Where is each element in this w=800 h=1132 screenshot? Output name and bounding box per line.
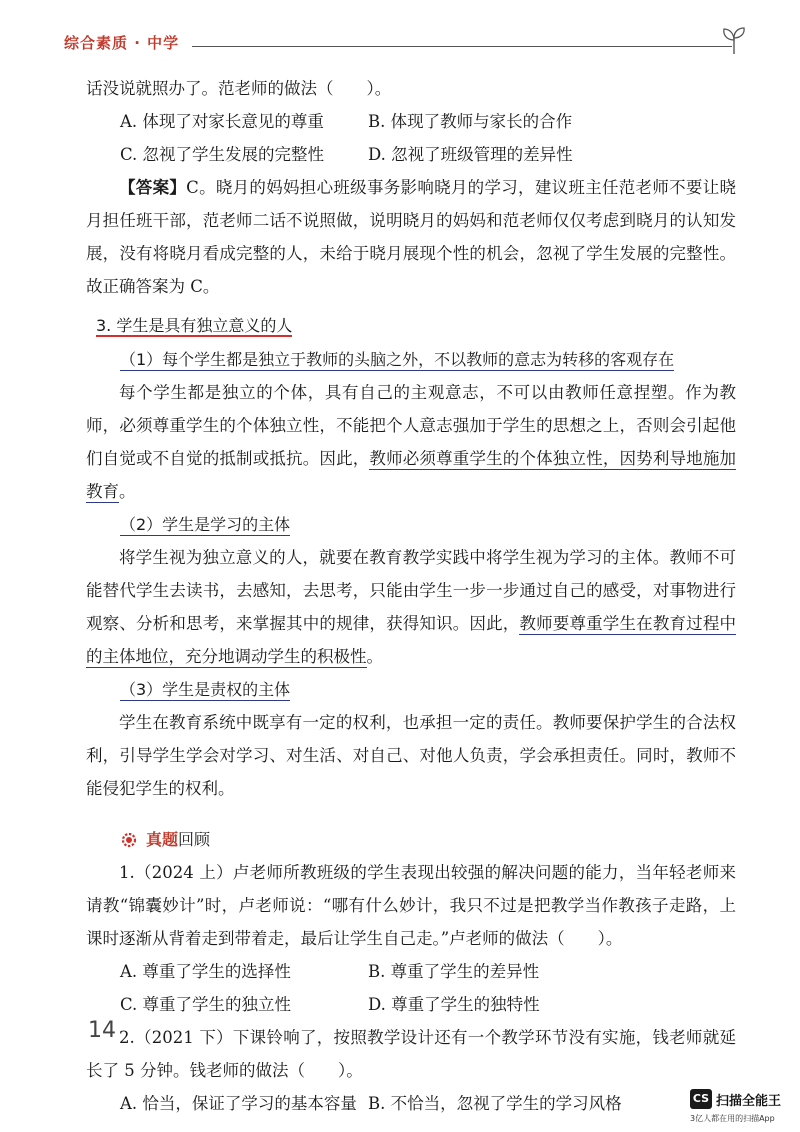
subsection-1-title-text: （1）每个学生都是独立于教师的头脑之外，不以教师的意志为转移的客观存在 (120, 350, 675, 369)
subsection-3-paragraph: 学生在教育系统中既享有一定的权利，也承担一定的责任。教师要保护学生的合法权利，引导学生学会对学习、对生活、对自己、对他人负责，学会承担责任。同时，教师不能侵犯学生的权利。 (86, 713, 736, 798)
option-row (86, 955, 736, 988)
option-b: B. 尊重了学生的差异性 (368, 962, 540, 981)
option-a: A. 恰当，保证了学习的基本容量 (120, 1094, 357, 1113)
section-title (96, 309, 736, 343)
gear-icon (120, 831, 138, 849)
subsection-3-title (86, 673, 736, 706)
answer-label: 【答案】 (119, 178, 187, 197)
answer-paragraph (86, 171, 736, 303)
camscanner-logo-icon: CS (690, 1089, 712, 1109)
option-c: C. 忽视了学生发展的完整性 (120, 145, 325, 164)
review-title-rest: 回顾 (178, 830, 211, 849)
review-title-highlight: 真题 (146, 830, 179, 849)
question-stem-tail: 话没说就照办了。范老师的做法（ ）。 (86, 79, 392, 98)
option-b: B. 体现了教师与家长的合作 (368, 112, 573, 131)
option-b: B. 不恰当，忽视了学生的学习风格 (368, 1094, 622, 1113)
page-header (64, 30, 744, 64)
option-d: D. 忽视了班级管理的差异性 (368, 145, 573, 164)
option-row (86, 138, 736, 171)
option-row (86, 988, 736, 1021)
option-row (86, 105, 736, 138)
option-a: A. 体现了对家长意见的尊重 (120, 112, 324, 131)
subsection-1-title (86, 343, 736, 376)
option-c: C. 尊重了学生的独立性 (120, 995, 292, 1014)
section-title-text: 3. 学生是具有独立意义的人 (96, 316, 293, 335)
option-row (86, 1087, 736, 1120)
page-number: 14 (88, 1018, 116, 1043)
option-d: D. 尊重了学生的独特性 (368, 995, 540, 1014)
paragraph-text: 每个学生都是独立的个体，具有自己的主观意志，不可以由教师任意捏塑。作为教师，必须尊重学生的个体独立性，不能把个人意志强加于学生的思想之上，否则会引起他们自觉或不自觉的抵制或抵抗。因此， (86, 383, 736, 468)
paragraph-text: 。 (119, 482, 136, 501)
sprout-icon (720, 26, 748, 56)
paragraph-text: 。 (366, 647, 383, 666)
subsection-2-title-text: （2）学生是学习的主体 (120, 515, 291, 534)
subsection-1-paragraph (86, 376, 736, 508)
watermark-slogan: 3亿人都在用的扫描App (690, 1114, 775, 1123)
underlined-text: 教师要尊重学生在教育过程中的主体地位，充分地调动学生的积极性 (86, 614, 737, 666)
header-title: 综合素质 · 中学 (64, 34, 180, 52)
question-1-stem: 1.（2024 上）卢老师所教班级的学生表现出较强的解决问题的能力，当年轻老师来请教“锦囊妙计”时，卢老师说：“哪有什么妙计，我只不过是把教学当作教孩子走路，上课时逐渐从背着走到带着走，最后让学生自己走。”卢老师的做法（ ）。 (86, 863, 736, 948)
header-rule (192, 46, 732, 47)
subsection-3-title-text: （3）学生是责权的主体 (120, 680, 291, 699)
watermark-name: 扫描全能王 (716, 1094, 782, 1109)
review-heading (86, 823, 736, 856)
question-2-stem: 2.（2021 下）下课铃响了，按照教学设计还有一个教学环节没有实施，钱老师就延长了 5 分钟。钱老师的做法（ ）。 (86, 1028, 736, 1080)
page-body (86, 72, 736, 1120)
option-a: A. 尊重了学生的选择性 (120, 962, 291, 981)
answer-text: C。晓月的妈妈担心班级事务影响晓月的学习，建议班主任范老师不要让晓月担任班干部，范老师二话不说照做，说明晓月的妈妈和范老师仅仅考虑到晓月的认知发展，没有将晓月看成完整的人，未给于晓月展现个性的机会，忽视了学生发展的完整性。故正确答案为 C。 (86, 178, 737, 296)
paragraph-text: 将学生视为独立意义的人，就要在教育教学实践中将学生视为学习的主体。教师不可能替代学生去读书，去感知，去思考，只能由学生一步一步通过自己的感受，对事物进行观察、分析和思考，来掌握其中的规律，获得知识。因此， (86, 548, 736, 633)
subsection-2-title (86, 508, 736, 541)
scanner-watermark (690, 1089, 800, 1129)
subsection-2-paragraph (86, 541, 736, 673)
underlined-text: 教师必须尊重学生的个体独立性，因势利导地施加教育 (86, 449, 737, 501)
